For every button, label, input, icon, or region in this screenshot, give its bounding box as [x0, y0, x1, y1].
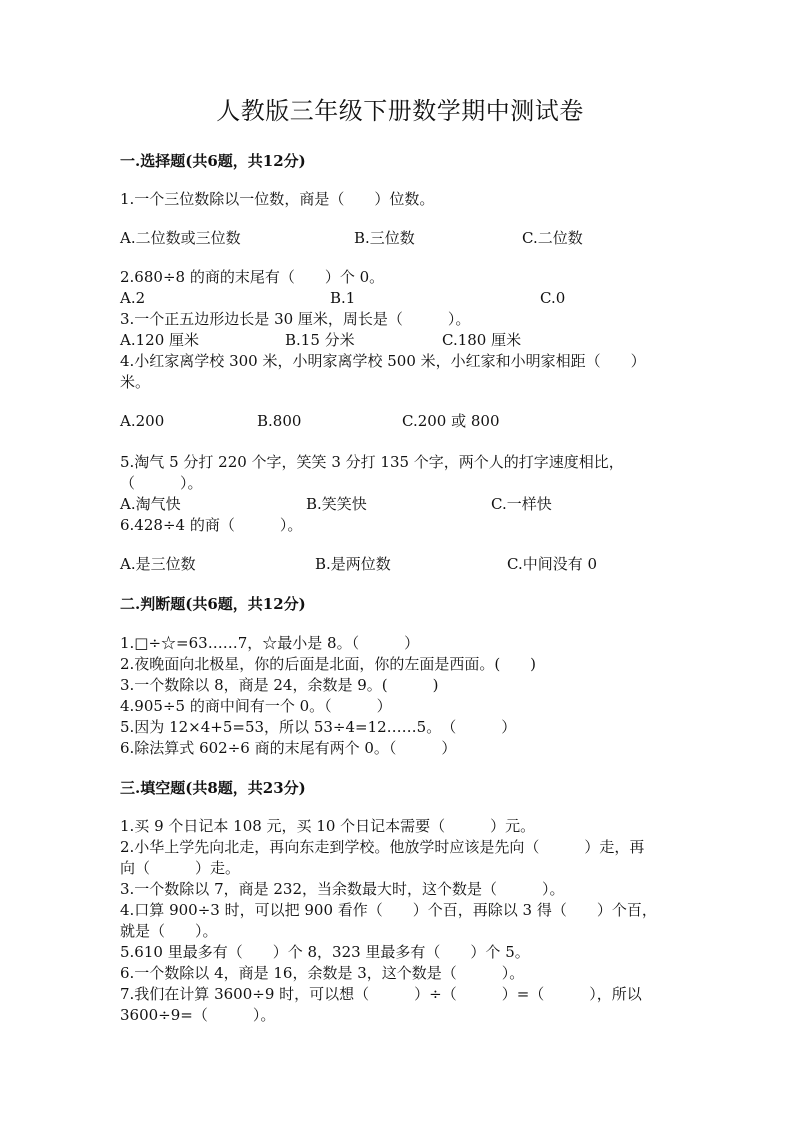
question-text: 6.428÷4 的商（ ）。 [120, 516, 303, 534]
question-text: 4.小红家离学校 300 米，小明家离学校 500 米，小红家和小明家相距（ ） [120, 352, 646, 370]
section-heading-judgement: 二.判断题(共6题，共12分) [120, 595, 306, 613]
option-b: B.800 [257, 412, 302, 430]
option-b: B.15 分米 [285, 331, 355, 349]
option-b: B.笑笑快 [306, 495, 367, 513]
list-item: 4.905÷5 的商中间有一个 0。（ ） [120, 697, 392, 715]
option-b: B.是两位数 [315, 555, 391, 573]
option-a: A.是三位数 [120, 555, 196, 573]
question-text-cont: 米。 [120, 373, 151, 391]
list-item: 就是（ ）。 [120, 922, 218, 940]
list-item: 1.□÷☆=63……7，☆最小是 8。（ ） [120, 634, 420, 652]
list-item: 6.一个数除以 4，商是 16，余数是 3，这个数是（ ）。 [120, 964, 525, 982]
option-c: C.200 或 800 [402, 412, 500, 430]
option-a: A.淘气快 [120, 495, 181, 513]
list-item: 6.除法算式 602÷6 商的末尾有两个 0。（ ） [120, 739, 457, 757]
option-c: C.中间没有 0 [507, 555, 598, 573]
list-item: 1.买 9 个日记本 108 元，买 10 个日记本需要（ ）元。 [120, 817, 536, 835]
question-text-cont: （ ）。 [120, 474, 203, 492]
list-item: 5.因为 12×4+5=53，所以 53÷4=12……5。 （ ） [120, 718, 517, 736]
option-a: A.二位数或三位数 [120, 229, 241, 247]
list-item: 2.夜晚面向北极星，你的后面是北面，你的左面是西面。( ) [120, 655, 537, 673]
option-a: A.200 [120, 412, 165, 430]
option-c: C.180 厘米 [442, 331, 522, 349]
section-heading-fill: 三.填空题(共8题，共23分) [120, 779, 306, 797]
question-text: 3.一个正五边形边长是 30 厘米，周长是（ ）。 [120, 310, 471, 328]
option-a: A.2 [120, 289, 146, 307]
list-item: 3.一个数除以 7，商是 232，当余数最大时，这个数是（ ）。 [120, 880, 565, 898]
list-item: 5.610 里最多有（ ）个 8，323 里最多有（ ）个 5。 [120, 943, 530, 961]
list-item: 4.口算 900÷3 时，可以把 900 看作（ ）个百，再除以 3 得（ ）个百， [120, 901, 657, 919]
page-title: 人教版三年级下册数学期中测试卷 [216, 97, 584, 125]
option-a: A.120 厘米 [120, 331, 199, 349]
list-item: 7.我们在计算 3600÷9 时，可以想（ ）÷（ ）=（ ），所以 [120, 985, 642, 1003]
section-heading-choice: 一.选择题(共6题，共12分) [120, 152, 306, 170]
list-item: 3600÷9=（ ）。 [120, 1006, 276, 1024]
option-b: B.三位数 [354, 229, 415, 247]
list-item: 向（ ）走。 [120, 859, 241, 877]
option-c: C.二位数 [522, 229, 583, 247]
option-c: C.0 [540, 289, 566, 307]
question-text: 2.680÷8 的商的末尾有（ ）个 0。 [120, 268, 385, 286]
question-text: 1.一个三位数除以一位数，商是（ ）位数。 [120, 190, 435, 208]
question-text: 5.淘气 5 分打 220 个字，笑笑 3 分打 135 个字，两个人的打字速度相比， [120, 453, 624, 471]
list-item: 2.小华上学先向北走，再向东走到学校。他放学时应该是先向（ ）走，再 [120, 838, 645, 856]
option-b: B.1 [330, 289, 356, 307]
option-c: C.一样快 [491, 495, 552, 513]
list-item: 3.一个数除以 8，商是 24，余数是 9。( ) [120, 676, 439, 694]
